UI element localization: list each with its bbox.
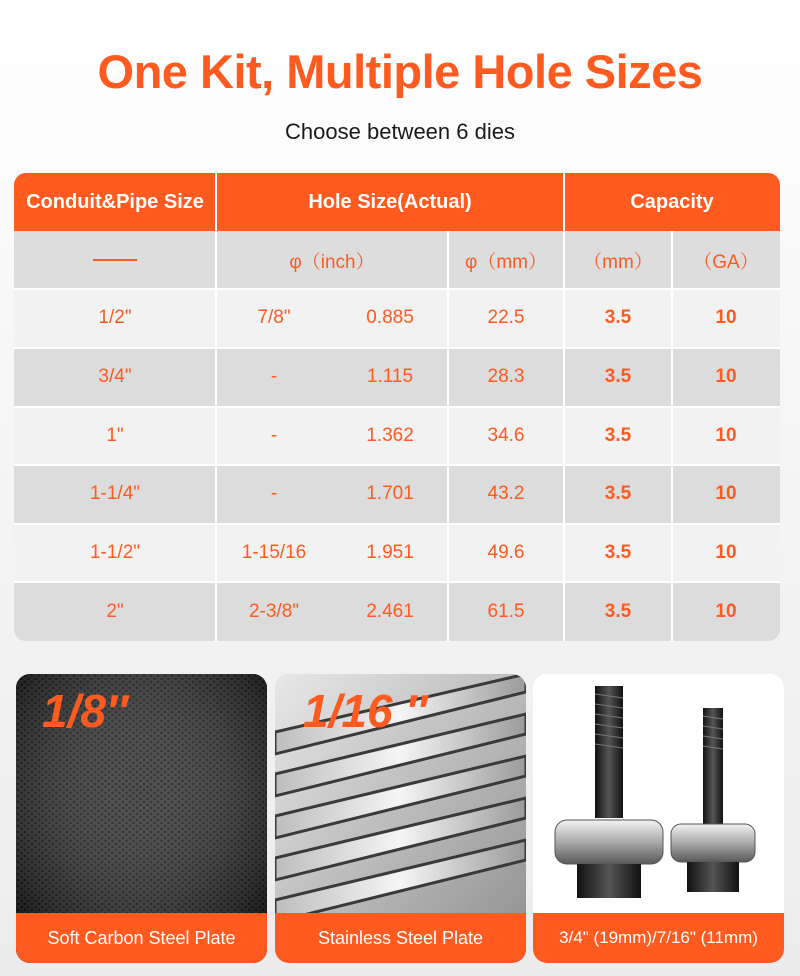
- units-capacity-ga: （GA）: [672, 231, 780, 289]
- table-cell-inch: 1.701: [332, 465, 448, 523]
- table-cell-size: 1-1/4": [14, 465, 216, 523]
- table-cell-ga: 10: [672, 289, 780, 347]
- divider: [14, 581, 780, 583]
- table-cell-mm: 28.3: [448, 348, 564, 406]
- table-cell-cap-mm: 3.5: [564, 289, 672, 347]
- table-cell-cap-mm: 3.5: [564, 465, 672, 523]
- table-cell-cap-mm: 3.5: [564, 407, 672, 464]
- table-cell-ga: 10: [672, 465, 780, 523]
- card-carbon-steel: [16, 674, 267, 963]
- divider: [14, 406, 780, 408]
- table-cell-frac: 7/8": [216, 289, 332, 347]
- table-cell-mm: 34.6: [448, 407, 564, 464]
- header-conduit-size: Conduit&Pipe Size: [14, 173, 216, 231]
- table-cell-mm: 49.6: [448, 524, 564, 581]
- table-cell-size: 1": [14, 407, 216, 464]
- table-cell-size: 3/4": [14, 348, 216, 406]
- units-inch: φ（inch）: [216, 231, 448, 289]
- table-cell-cap-mm: 3.5: [564, 582, 672, 641]
- header-capacity: Capacity: [564, 173, 780, 231]
- page-title: One Kit, Multiple Hole Sizes: [97, 45, 703, 98]
- table-cell-inch: 1.951: [332, 524, 448, 581]
- card-label: 3/4" (19mm)/7/16" (11mm): [533, 913, 784, 963]
- hole-size-table: [14, 173, 780, 641]
- thickness-label: 1/16 ″: [303, 685, 428, 737]
- divider: [14, 347, 780, 349]
- divider: [14, 523, 780, 525]
- table-cell-inch: 1.115: [332, 348, 448, 406]
- table-cell-frac: -: [216, 407, 332, 464]
- table-cell-cap-mm: 3.5: [564, 348, 672, 406]
- card-label: Stainless Steel Plate: [275, 913, 526, 963]
- dash-line: [93, 259, 137, 261]
- divider: [14, 464, 780, 466]
- table-cell-ga: 10: [672, 524, 780, 581]
- table-cell-ga: 10: [672, 348, 780, 406]
- table-cell-cap-mm: 3.5: [564, 524, 672, 581]
- units-capacity-mm: （mm）: [564, 231, 672, 289]
- units-conduit-dash: [14, 231, 216, 289]
- table-cell-inch: 1.362: [332, 407, 448, 464]
- table-cell-ga: 10: [672, 407, 780, 464]
- card-stainless-steel: [275, 674, 526, 963]
- table-cell-mm: 61.5: [448, 582, 564, 641]
- table-cell-inch: 2.461: [332, 582, 448, 641]
- divider: [14, 288, 780, 290]
- table-cell-mm: 22.5: [448, 289, 564, 347]
- divider: [671, 231, 673, 641]
- table-cell-size: 2": [14, 582, 216, 641]
- table-cell-frac: 2-3/8": [216, 582, 332, 641]
- table-cell-frac: -: [216, 465, 332, 523]
- header-hole-size: Hole Size(Actual): [216, 173, 564, 231]
- table-cell-mm: 43.2: [448, 465, 564, 523]
- units-mm: φ（mm）: [448, 231, 564, 289]
- thickness-label: 1/8″: [42, 685, 128, 737]
- table-cell-ga: 10: [672, 582, 780, 641]
- page-subtitle: Choose between 6 dies: [285, 119, 515, 144]
- divider: [447, 231, 449, 641]
- table-cell-frac: -: [216, 348, 332, 406]
- table-cell-size: 1-1/2": [14, 524, 216, 581]
- card-label: Soft Carbon Steel Plate: [16, 913, 267, 963]
- table-cell-frac: 1-15/16: [216, 524, 332, 581]
- table-cell-inch: 0.885: [332, 289, 448, 347]
- card-punch-dies: [533, 674, 784, 963]
- table-cell-size: 1/2": [14, 289, 216, 347]
